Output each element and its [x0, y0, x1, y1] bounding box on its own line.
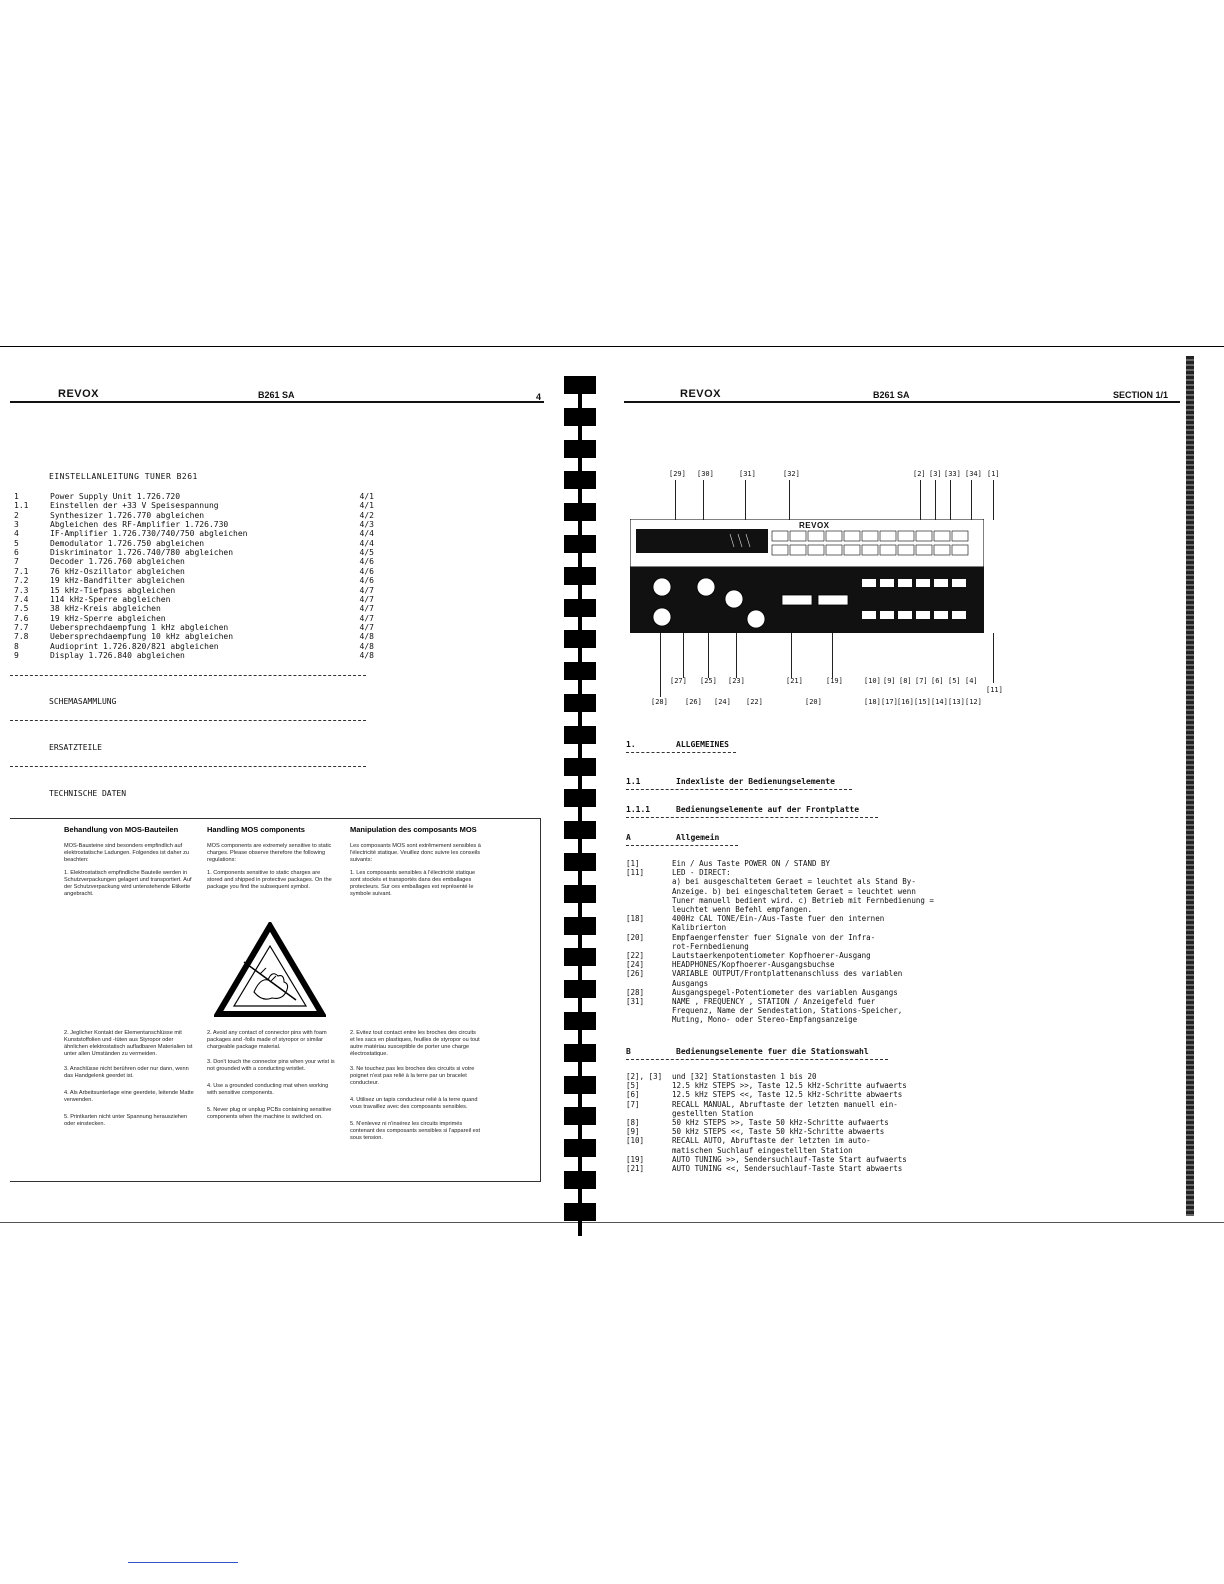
toc-number: 7.3 — [14, 585, 29, 595]
callout-15: [15] — [914, 698, 931, 706]
leader-line — [745, 480, 746, 520]
divider-2 — [10, 720, 366, 721]
toc-page: 4/3 — [359, 520, 374, 530]
toc-title: Demodulator 1.726.750 abgleichen — [50, 538, 205, 548]
item-text: gestellten Station — [672, 1108, 754, 1118]
item-text: matischen Suchlauf eingestellten Station — [672, 1145, 853, 1155]
heading-1-1-underline — [626, 789, 852, 790]
callout-27: [27] — [670, 677, 687, 685]
toc-title: 15 kHz-Tiefpass abgleichen — [50, 585, 176, 595]
toc-row — [14, 604, 374, 613]
toc-number: 4 — [14, 529, 19, 539]
leader-line — [708, 633, 709, 678]
item-text: Empfaengerfenster fuer Signale von der Infra- — [672, 932, 876, 942]
item-key: [2], [3] — [626, 1072, 663, 1081]
mos-title-en: Handling MOS components — [207, 825, 305, 834]
toc-page: 4/6 — [359, 557, 374, 567]
leader-line — [683, 633, 684, 678]
mos-column-fr — [350, 826, 482, 904]
item-text: 400Hz CAL TONE/Ein-/Aus-Taste fuer den internen — [672, 914, 885, 924]
toc-page: 4/4 — [359, 538, 374, 548]
mos-column-de — [64, 826, 196, 904]
heading-1-1-1-underline — [626, 817, 878, 818]
item-text: HEADPHONES/Kopfhoerer-Ausgangsbuchse — [672, 960, 835, 970]
toc-number: 7.8 — [14, 632, 29, 642]
toc-number: 9 — [14, 650, 19, 660]
binding-ring — [564, 980, 596, 998]
heading-1-text: ALLGEMEINES — [676, 740, 729, 749]
binding-ring — [564, 535, 596, 553]
callout-16: [16] — [897, 698, 914, 706]
leader-line — [993, 633, 994, 683]
item-key: [19] — [626, 1154, 645, 1164]
toc-row — [14, 586, 374, 595]
panel-brand-logo: REVOX — [799, 521, 830, 530]
binding-ring — [564, 1107, 596, 1125]
item-text: Ausgangs — [672, 978, 709, 988]
mos-title-de: Behandlung von MOS-Bauteilen — [64, 825, 179, 834]
item-text: leuchtet wenn Befehl empfangen. — [672, 905, 812, 914]
toc-title: Decoder 1.726.760 abgleichen — [50, 557, 185, 567]
mos-step1-de: 1. Elektrostatisch empfindliche Bauteile werden in Schutzverpackungen gelagert und transportiert. Auf der Schutzverpackung wird untenstehende Etikette angebracht. — [64, 870, 192, 897]
item-text: Muting, Mono- oder Stereo-Empfangsanzeige — [672, 1015, 858, 1025]
mos-step4-fr: 4. Utilisez un tapis conducteur relié à la terre quand vous travaillez avec des composants sensibles. — [350, 1097, 478, 1110]
callout-5: [5] — [948, 677, 961, 685]
page-bottom-rule — [0, 1222, 1224, 1223]
binding-ring — [564, 662, 596, 680]
mos-intro-de: MOS-Bausteine sind besonders empfindlich auf elektrostatische Ladungen. Folgendes ist daher zu beachten: — [64, 843, 190, 863]
right-edge-shadow — [1186, 356, 1194, 1216]
binding-ring — [564, 376, 596, 394]
item-text: Ausgangspegel-Potentiometer des variablen Ausgangs — [672, 987, 898, 997]
section-schemasammlung: SCHEMASAMMLUNG — [49, 697, 117, 706]
item-key: [6] — [626, 1090, 640, 1100]
item-text: Anzeige. b) bei eingeschaltetem Geraet = leuchtet wenn — [672, 886, 916, 896]
toc-number: 5 — [14, 538, 19, 548]
item-text: und [32] Stationstasten 1 bis 20 — [672, 1072, 817, 1081]
mos-step5-fr: 5. N'enlevez ni n'insérez les circuits imprimés contenant des composants sensibles si l'appareil est sous tension. — [350, 1121, 481, 1141]
heading-1-1-1-num: 1.1.1 — [626, 805, 651, 814]
callout-25: [25] — [700, 677, 717, 685]
toc-page: 4/6 — [359, 576, 374, 586]
toc-number: 7.6 — [14, 613, 29, 623]
callout-31: [31] — [739, 470, 756, 478]
toc-title: Uebersprechdaempfung 1 kHz abgleichen — [50, 622, 229, 632]
binding-ring — [564, 1044, 596, 1062]
mos-steps-de — [64, 1030, 196, 1134]
binding-ring — [564, 1171, 596, 1189]
mos-step3-en: 3. Don't touch the connector pins when your wrist is not grounded with a conducting wristlet. — [207, 1059, 335, 1072]
heading-b-underline — [626, 1059, 888, 1060]
toc-divider — [10, 675, 366, 676]
callout-20: [20] — [805, 698, 822, 706]
tuner-front-panel-drawing — [630, 519, 984, 633]
item-key: [26] — [626, 969, 645, 979]
toc-title: Audioprint 1.726.820/821 abgleichen — [50, 641, 219, 651]
toc-title: Uebersprechdaempfung 10 kHz abgleichen — [50, 632, 234, 642]
item-key: [22] — [626, 951, 645, 960]
item-key: [28] — [626, 987, 645, 997]
toc-number: 7 — [14, 557, 19, 567]
callout-2: [2] — [913, 470, 926, 478]
binding-ring — [564, 885, 596, 903]
toc-page: 4/1 — [359, 492, 374, 501]
section-ersatzteile: ERSATZTEILE — [49, 743, 102, 752]
callout-8: [8] — [899, 677, 912, 685]
item-text: RECALL AUTO, Abruftaste der letzten im auto- — [672, 1136, 871, 1146]
toc-title: Abgleichen des RF-Amplifier 1.726.730 — [50, 520, 229, 530]
item-key: [10] — [626, 1136, 645, 1146]
leader-line — [675, 480, 676, 520]
item-key: [18] — [626, 914, 645, 924]
toc-title: 38 kHz-Kreis abgleichen — [50, 604, 161, 614]
item-key: [1] — [626, 859, 640, 868]
binding-ring — [564, 948, 596, 966]
heading-1-underline — [626, 752, 736, 753]
toc-row — [14, 567, 374, 576]
item-key: [20] — [626, 932, 645, 942]
toc-row — [14, 623, 374, 632]
heading-1-1-num: 1.1 — [626, 777, 641, 786]
mos-column-en — [207, 826, 337, 897]
callout-17: [17] — [881, 698, 898, 706]
toc-title: Display 1.726.840 abgleichen — [50, 650, 185, 660]
mos-intro-fr: Les composants MOS sont extrêmement sensibles à l'électricité statique. Veuillez donc suivre les conseils suivants: — [350, 843, 481, 863]
toc-page: 4/7 — [359, 594, 374, 604]
toc-number: 6 — [14, 548, 19, 558]
callout-6: [6] — [931, 677, 944, 685]
leader-line — [791, 633, 792, 678]
toc-row — [14, 529, 374, 538]
toc-row — [14, 557, 374, 566]
toc-page: 4/8 — [359, 641, 374, 651]
toc-page: 4/7 — [359, 622, 374, 632]
item-text: 12.5 kHz STEPS <<, Taste 12.5 kHz-Schritte abwaerts — [672, 1090, 903, 1100]
mos-step4-de: 4. Als Arbeitsunterlage eine geerdete, leitende Matte verwenden. — [64, 1090, 194, 1103]
callout-24: [24] — [714, 698, 731, 706]
toc-number: 3 — [14, 520, 19, 530]
item-text: 50 kHz STEPS <<, Taste 50 kHz-Schritte abwaerts — [672, 1127, 885, 1137]
callout-10: [10] — [864, 677, 881, 685]
toc-page: 4/7 — [359, 604, 374, 614]
heading-1-1-text: Indexliste der Bedienungselemente — [676, 777, 835, 786]
toc-title: 114 kHz-Sperre abgleichen — [50, 594, 171, 604]
toc-page: 4/8 — [359, 632, 374, 642]
item-key: [24] — [626, 960, 645, 970]
toc-title: IF-Amplifier 1.726.730/740/750 abgleichen — [50, 529, 248, 539]
toc-page: 4/2 — [359, 510, 374, 520]
binding-ring — [564, 694, 596, 712]
toc-row — [14, 539, 374, 548]
binding-ring — [564, 726, 596, 744]
item-key: [5] — [626, 1081, 640, 1091]
binding-ring — [564, 821, 596, 839]
mos-step2-de: 2. Jeglicher Kontakt der Elementanschlüsse mit Kunststoffolien und -tüten aus Styropor oder ähnlichen elektrostatisch aufladbaren Materialien ist unter allen Umständen zu vermeiden. — [64, 1030, 193, 1057]
toc-title: 19 kHz-Sperre abgleichen — [50, 613, 166, 623]
toc-page: 4/4 — [359, 529, 374, 539]
leader-line — [736, 633, 737, 678]
mos-intro-en: MOS components are extremely sensitive to static charges. Please observe therefore the following regulations: — [207, 843, 332, 863]
callout-18: [18] — [864, 698, 881, 706]
mos-step2-fr: 2. Evitez tout contact entre les broches des circuits et les sacs en plastiques, feuilles de styropor ou tout autre matériau susceptible de porter une charge électrostatique. — [350, 1030, 480, 1057]
item-text: LED - DIRECT: — [672, 868, 731, 878]
toc-row — [14, 501, 374, 510]
toc-row — [14, 642, 374, 651]
leader-line — [993, 480, 994, 520]
toc-number: 8 — [14, 641, 19, 651]
left-header-model: B261 SA — [258, 390, 295, 400]
callout-14: [14] — [931, 698, 948, 706]
callout-19: [19] — [826, 677, 843, 685]
leader-line — [920, 480, 921, 520]
leader-line — [935, 480, 936, 520]
binding-ring — [564, 599, 596, 617]
toc-title: Einstellen der +33 V Speisespannung — [50, 501, 219, 511]
toc-page: 4/6 — [359, 566, 374, 576]
binding-ring — [564, 917, 596, 935]
page-top-rule — [0, 346, 1224, 347]
toc-number: 7.2 — [14, 576, 29, 586]
item-text: Ein / Aus Taste POWER ON / STAND BY — [672, 859, 831, 868]
mos-step2-en: 2. Avoid any contact of connector pins with foam packages and -foils made of styropor or similar chargeable package material. — [207, 1030, 327, 1050]
toc-title: Synthesizer 1.726.770 abgleichen — [50, 510, 205, 520]
heading-a-underline — [626, 845, 738, 846]
mos-title-fr: Manipulation des composants MOS — [350, 825, 477, 834]
toc-page: 4/7 — [359, 613, 374, 623]
binding-ring — [564, 853, 596, 871]
heading-a-num: A — [626, 833, 631, 842]
right-header-brand: REVOX — [680, 388, 722, 400]
binding-ring — [564, 1012, 596, 1030]
binding-ring — [564, 1076, 596, 1094]
mos-step1-en: 1. Components sensitive to static charges are stored and shipped in protective packages. On the package you find the subsequent symbol. — [207, 870, 332, 890]
item-text: AUTO TUNING <<, Sendersuchlauf-Taste Start abwaerts — [672, 1164, 903, 1173]
toc-title: 76 kHz-Oszillator abgleichen — [50, 566, 185, 576]
binding-ring — [564, 758, 596, 776]
binding-ring — [564, 789, 596, 807]
item-text: VARIABLE OUTPUT/Frontplattenanschluss des variablen — [672, 969, 903, 979]
heading-b-text: Bedienungselemente fuer die Stationswahl — [676, 1047, 869, 1056]
callout-3: [3] — [929, 470, 942, 478]
heading-a-text: Allgemein — [676, 833, 720, 842]
leader-line — [703, 480, 704, 520]
toc-row — [14, 520, 374, 529]
toc-page: 4/7 — [359, 585, 374, 595]
toc-number: 1 — [14, 492, 19, 501]
item-text: a) bei ausgeschaltetem Geraet = leuchtet als Stand By- — [672, 877, 916, 887]
toc-row — [14, 614, 374, 623]
callout-13: [13] — [948, 698, 965, 706]
document-title: EINSTELLANLEITUNG TUNER B261 — [49, 472, 198, 481]
leader-line — [832, 633, 833, 678]
callout-1: [1] — [987, 470, 1000, 478]
mos-step3-de: 3. Anschlüsse nicht berühren oder nur dann, wenn das Handgelenk geerdet ist. — [64, 1066, 189, 1079]
callout-4: [4] — [965, 677, 978, 685]
item-text: RECALL MANUAL, Abruftaste der letzten manuell ein- — [672, 1099, 898, 1109]
toc-page: 4/1 — [359, 501, 374, 511]
item-text: Kalibrierton — [672, 923, 727, 933]
toc-title: 19 kHz-Bandfilter abgleichen — [50, 576, 185, 586]
toc-row — [14, 548, 374, 557]
mos-steps-en — [207, 1030, 337, 1127]
toc-number: 1.1 — [14, 501, 29, 511]
toc-row — [14, 651, 374, 660]
callout-33: [33] — [944, 470, 961, 478]
heading-b-num: B — [626, 1047, 631, 1056]
toc-row — [14, 492, 374, 501]
spiral-binding — [560, 376, 600, 1236]
toc-number: 7.1 — [14, 566, 29, 576]
left-header-rule — [10, 401, 544, 403]
toc-page: 4/5 — [359, 548, 374, 558]
item-text: 12.5 kHz STEPS >>, Taste 12.5 kHz-Schritte aufwaerts — [672, 1081, 907, 1091]
item-key: [7] — [626, 1099, 640, 1109]
item-text: AUTO TUNING >>, Sendersuchlauf-Taste Start aufwaerts — [672, 1154, 907, 1164]
left-header-page: 4 — [536, 392, 542, 402]
binding-ring — [564, 567, 596, 585]
right-header-section: SECTION 1/1 — [1113, 390, 1169, 400]
callout-29: [29] — [669, 470, 686, 478]
mos-step5-en: 5. Never plug or unplug PCBs containing sensitive components when the machine is switched on. — [207, 1107, 332, 1120]
item-text: Lautstaerkenpotentiometer Kopfhoerer-Ausgang — [672, 951, 871, 960]
left-header-brand: REVOX — [58, 388, 100, 400]
item-text: Frequenz, Name der Sendestation, Stations-Speicher, — [672, 1006, 903, 1016]
mos-step3-fr: 3. Ne touchez pas les broches des circuits si votre poignet n'est pas relié à la terre par un bracelet conducteur. — [350, 1066, 475, 1086]
mos-steps-fr — [350, 1030, 482, 1148]
heading-1-num: 1. — [626, 740, 636, 749]
binding-ring — [564, 440, 596, 458]
callout-9: [9] — [883, 677, 896, 685]
binding-ring — [564, 471, 596, 489]
esd-warning-icon — [214, 922, 326, 1018]
binding-ring — [564, 503, 596, 521]
binding-ring — [564, 408, 596, 426]
callout-34: [34] — [965, 470, 982, 478]
toc-row — [14, 576, 374, 585]
item-key: [9] — [626, 1127, 640, 1137]
item-text: Tuner manuell bedient wird. c) Betrieb mit Fernbedienung = — [672, 895, 934, 905]
mos-step1-fr: 1. Les composants sensibles à l'électricité statique sont stockés et transportés dans des emballages protecteurs. Sur ces emballages est représenté le symbole suivant. — [350, 870, 476, 897]
callout-30: [30] — [697, 470, 714, 478]
item-key: [31] — [626, 997, 645, 1006]
leader-line — [971, 480, 972, 520]
right-header-rule — [624, 401, 1180, 403]
leader-line — [789, 480, 790, 520]
divider-3 — [10, 766, 366, 767]
callout-11: [11] — [986, 686, 1003, 694]
leader-line — [950, 480, 951, 520]
toc-number: 2 — [14, 510, 19, 520]
callout-7: [7] — [915, 677, 928, 685]
item-key: [8] — [626, 1118, 640, 1127]
item-text: rot-Fernbedienung — [672, 941, 749, 951]
binding-ring — [564, 1203, 596, 1221]
toc-page: 4/8 — [359, 650, 374, 660]
toc-row — [14, 632, 374, 641]
callout-21: [21] — [786, 677, 803, 685]
item-key: [21] — [626, 1164, 645, 1173]
callout-26: [26] — [685, 698, 702, 706]
toc-row — [14, 511, 374, 520]
item-text: NAME , FREQUENCY , STATION / Anzeigefeld fuer — [672, 997, 876, 1006]
heading-1-1-1-text: Bedienungselemente auf der Frontplatte — [676, 805, 860, 814]
item-key: [11] — [626, 868, 645, 878]
toc-number: 7.5 — [14, 604, 29, 614]
toc-title: Diskriminator 1.726.740/780 abgleichen — [50, 548, 234, 558]
toc-number: 7.4 — [14, 594, 29, 604]
mos-step5-de: 5. Printkarten nicht unter Spannung herausziehen oder einstecken. — [64, 1114, 188, 1127]
item-text: 50 kHz STEPS >>, Taste 50 kHz-Schritte aufwaerts — [672, 1118, 889, 1127]
right-header-model: B261 SA — [873, 390, 910, 400]
callout-32: [32] — [783, 470, 800, 478]
binding-ring — [564, 630, 596, 648]
callout-28: [28] — [651, 698, 668, 706]
toc-number: 7.7 — [14, 622, 29, 632]
mos-step4-en: 4. Use a grounded conducting mat when working with sensitive components. — [207, 1083, 329, 1096]
bottom-link-line — [128, 1562, 238, 1563]
callout-22: [22] — [746, 698, 763, 706]
toc-title: Power Supply Unit 1.726.720 — [50, 492, 181, 501]
leader-line — [660, 633, 661, 697]
callout-23: [23] — [728, 677, 745, 685]
binding-ring — [564, 1139, 596, 1157]
callout-12: [12] — [965, 698, 982, 706]
section-technische-daten: TECHNISCHE DATEN — [49, 789, 127, 798]
toc-row — [14, 595, 374, 604]
